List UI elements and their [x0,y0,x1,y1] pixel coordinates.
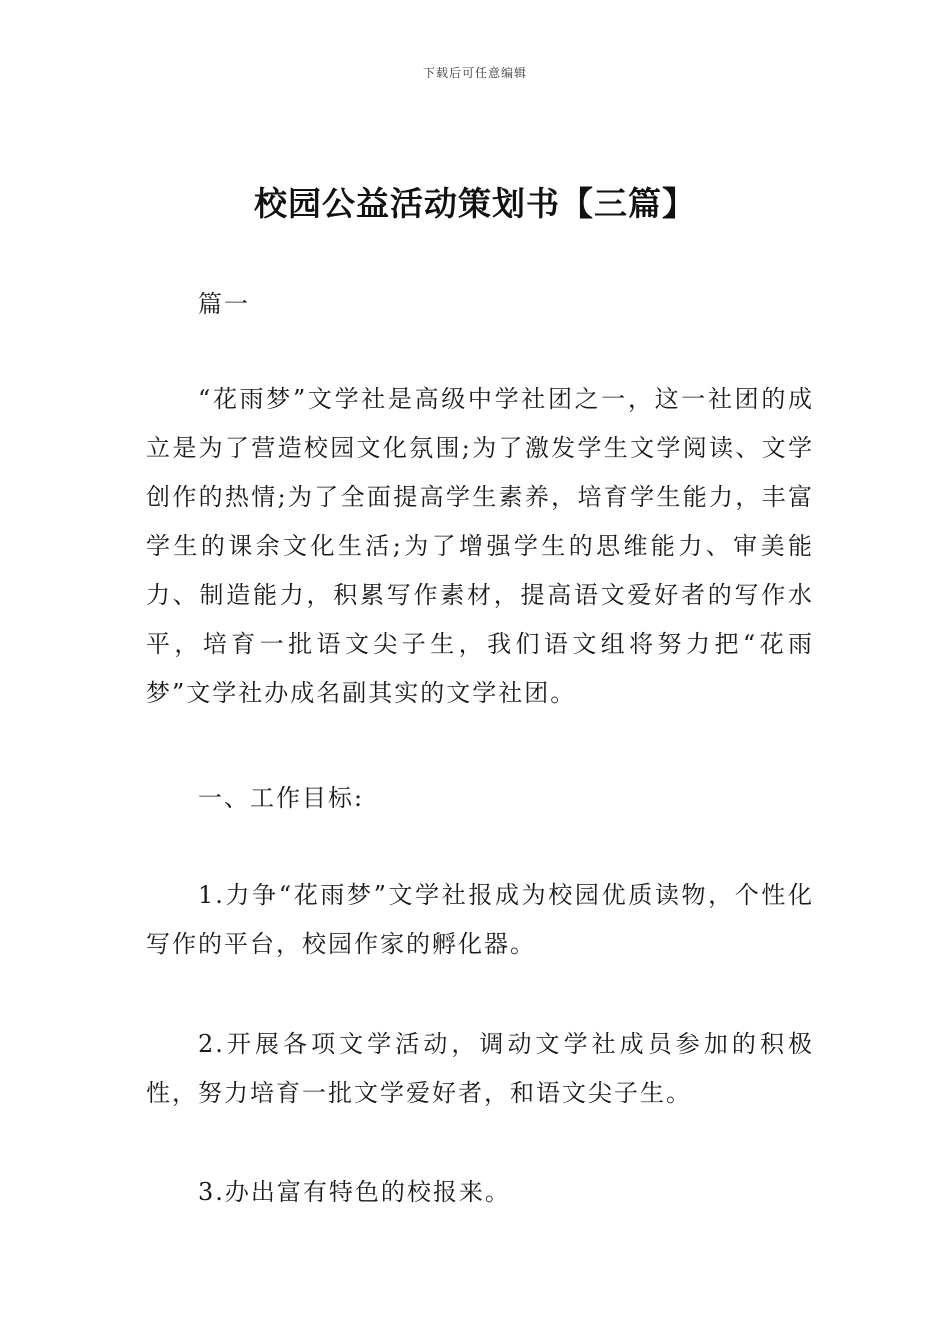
goals-heading: 一、工作目标: [198,784,365,812]
header-note: 下载后可任意编辑 [422,66,527,80]
goal-item-2: 2.开展各项文学活动，调动文学社成员参加的积极性，努力培育一批文学爱好者，和语文尖子生。 [146,1030,814,1107]
intro-paragraph: “花雨梦”文学社是高级中学社团之一，这一社团的成立是为了营造校园文化氛围;为了激发学生文学阅读、文学创作的热情;为了全面提高学生素养，培育学生能力，丰富学生的课余文化生活;为了增强学生的思维能力、审美能力、制造能力，积累写作素材，提高语文爱好者的写作水平，培育一批语文尖子生，我们语文组将努力把“花雨梦”文学社办成名副其实的文学社团。 [146,385,814,707]
goal-item-1: 1.力争“花雨梦”文学社报成为校园优质读物，个性化写作的平台，校园作家的孵化器。 [146,881,814,958]
goal-item-3: 3.办出富有特色的校报来。 [198,1178,511,1206]
section-label: 篇一 [198,290,250,318]
document-title: 校园公益活动策划书【三篇】 [254,184,696,223]
